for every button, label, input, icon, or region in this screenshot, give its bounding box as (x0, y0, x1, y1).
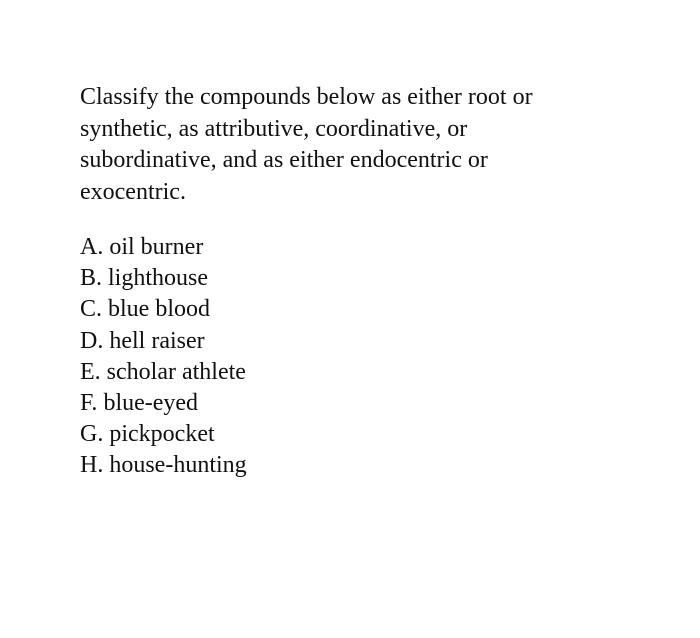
option-text: hell raiser (109, 327, 205, 354)
compound-list (80, 232, 640, 482)
option-text: pickpocket (109, 421, 215, 448)
option-text: scholar athlete (106, 358, 246, 385)
option-letter: A. (80, 234, 104, 260)
option-letter: E. (80, 358, 101, 385)
compound-item (80, 357, 640, 388)
option-text: oil burner (109, 234, 204, 260)
prompt-line: exocentric. (80, 178, 186, 205)
compound-item (80, 326, 640, 357)
option-letter: B. (80, 265, 103, 292)
compound-item (80, 263, 640, 294)
compound-item (80, 419, 640, 450)
option-letter: F. (80, 390, 98, 417)
question-block (80, 82, 640, 482)
prompt-line: Classify the compounds below as either root or (80, 84, 533, 110)
option-text: lighthouse (108, 265, 209, 292)
option-text: blue blood (108, 296, 211, 323)
compound-item (80, 450, 640, 481)
option-letter: D. (80, 327, 104, 354)
option-text: house-hunting (109, 452, 247, 479)
compound-item (80, 388, 640, 419)
option-text: blue-eyed (103, 390, 199, 417)
compound-item (80, 232, 640, 263)
compound-item (80, 294, 640, 325)
prompt-line: subordinative, and as either endocentric or (80, 147, 488, 173)
option-letter: H. (80, 452, 104, 479)
option-letter: G. (80, 421, 104, 448)
question-prompt (80, 82, 640, 208)
option-letter: C. (80, 296, 103, 323)
prompt-line: synthetic, as attributive, coordinative, or (80, 115, 468, 142)
